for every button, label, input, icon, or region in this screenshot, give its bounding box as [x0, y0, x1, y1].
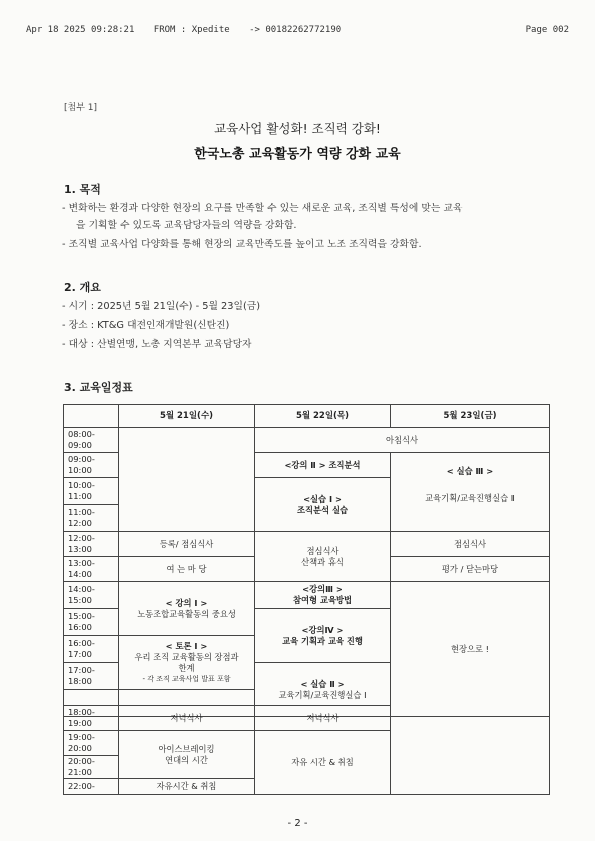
wed-lecture1-title: < 강의 I >	[165, 597, 208, 608]
thu-lecture3-detail: 참여형 교육방법	[293, 595, 352, 605]
schedule-table-evening	[63, 705, 550, 795]
time-cell: 18:00-19:00	[64, 706, 119, 731]
time-cell: 15:00-16:00	[64, 609, 119, 636]
fri-closing-cell: 평가 / 닫는마당	[391, 557, 550, 582]
document-subtitle: 한국노총 교육활동가 역량 강화 교육	[194, 147, 401, 162]
section-schedule-heading: 3. 교육일정표	[64, 381, 133, 394]
time-cell: 12:00-13:00	[64, 532, 119, 557]
wed-debate-line1: 우리 조직 교육활동의 장점과	[134, 651, 239, 662]
thu-walk-text: 산책과 휴식	[301, 556, 344, 567]
attachment-label: [첨부 1]	[64, 103, 97, 113]
table-row	[64, 532, 550, 557]
thu-lecture2-cell: <강의 Ⅱ > 조직분석	[255, 453, 391, 478]
thu-practice2-title: < 실습 Ⅱ >	[300, 678, 345, 689]
thu-lecture4-cell	[255, 609, 391, 663]
thu-practice1-title: <실습 I >	[303, 493, 342, 504]
time-cell: 22:00-	[64, 779, 119, 795]
thu-lecture4-detail: 교육 기획과 교육 진행	[282, 635, 363, 646]
purpose-item-2: - 조직별 교육사업 다양화를 통해 현장의 교육만족도를 높이고 노조 조직력을 강화함.	[62, 239, 422, 250]
fri-practice3-cell	[391, 453, 550, 532]
wed-lecture1-detail: 노동조합교육활동의 중요성	[137, 608, 236, 619]
wed-icebreak-line2: 연대의 시간	[165, 754, 208, 765]
wed-opening-cell: 여 는 마 당	[119, 557, 255, 582]
table-header-row	[64, 405, 550, 428]
table-row	[64, 428, 550, 453]
time-cell: 10:00-11:00	[64, 478, 119, 505]
fax-datetime: Apr 18 2025 09:28:21	[26, 25, 135, 35]
fax-page: Page 002	[525, 25, 569, 35]
fri-practice3-detail: 교육기획/교육진행실습 Ⅱ	[425, 493, 515, 503]
breakfast-cell: 아침식사	[255, 428, 550, 453]
thu-practice2-detail: 교육기획/교육진행실습 I	[278, 689, 367, 700]
wed-debate-note: - 각 조직 교육사업 발표 포함	[142, 674, 231, 683]
section-purpose-heading: 1. 목적	[64, 183, 101, 196]
time-cell: 08:00-09:00	[64, 428, 119, 453]
wed-dinner-cell: 저녁식사	[119, 706, 255, 731]
fax-from: FROM : Xpedite	[153, 25, 230, 35]
thu-free-cell: 자유 시간 & 취침	[255, 731, 391, 795]
thu-lunch-text: 점심식사	[306, 545, 339, 556]
purpose-item-1-cont: 을 기획할 수 있도록 교육담당자들의 역량을 강화함.	[76, 220, 297, 231]
wed-free-cell: 자유시간 & 취침	[119, 779, 255, 795]
thu-lecture3-cell	[255, 582, 391, 609]
fri-return-cell: 현장으로 !	[391, 582, 550, 717]
overview-target: - 대상 : 산별연맹, 노총 지역본부 교육담당자	[62, 339, 252, 350]
overview-location: - 장소 : KT&G 대전인재개발원(신탄진)	[62, 320, 230, 331]
wed-debate-cell	[119, 636, 255, 690]
header-blank	[64, 405, 119, 428]
document-title: 교육사업 활성화! 조직력 강화!	[214, 121, 381, 136]
fax-header	[26, 25, 569, 35]
wed-debate-title: < 토론 I >	[165, 640, 208, 651]
thu-dinner-cell: 저녁식사	[255, 706, 391, 731]
fri-evening-empty	[391, 706, 550, 795]
wed-icebreak-line1: 아이스브레이킹	[158, 743, 215, 754]
wed-register-cell: 등록/ 점심식사	[119, 532, 255, 557]
overview-date: - 시기 : 2025년 5월 21일(수) - 5월 23일(금)	[62, 301, 261, 312]
thu-practice1-detail: 조직분석 실습	[297, 504, 348, 515]
purpose-item-1: - 변화하는 환경과 다양한 현장의 요구를 만족할 수 있는 새로운 교육, 조직별 특성에 맞는 교육	[62, 203, 463, 214]
time-cell: 14:00-15:00	[64, 582, 119, 609]
fax-to: -> 00182262772190	[249, 25, 342, 35]
wed-morning-empty	[119, 428, 255, 532]
time-cell: 11:00-12:00	[64, 505, 119, 532]
wed-icebreak-cell	[119, 731, 255, 779]
thu-lunch-walk-cell	[255, 532, 391, 582]
fri-practice3-title: < 실습 Ⅲ >	[446, 466, 494, 476]
time-cell: 16:00-17:00	[64, 636, 119, 663]
thu-practice1-cell	[255, 478, 391, 532]
section-overview-heading: 2. 개요	[64, 281, 101, 294]
time-cell: 13:00-14:00	[64, 557, 119, 582]
time-cell: 20:00-21:00	[64, 756, 119, 779]
wed-debate-line2: 한계	[178, 662, 195, 673]
table-row	[64, 582, 550, 609]
thu-lecture4-title: <강의Ⅳ >	[301, 624, 344, 635]
header-day-fri: 5월 23일(금)	[391, 405, 550, 428]
header-day-thu: 5월 22일(목)	[255, 405, 391, 428]
time-cell: 09:00-10:00	[64, 453, 119, 478]
schedule-table	[63, 404, 550, 717]
time-cell: 17:00-18:00	[64, 663, 119, 690]
wed-lecture1-cell	[119, 582, 255, 636]
header-day-wed: 5월 21일(수)	[119, 405, 255, 428]
page-number: - 2 -	[287, 818, 308, 829]
table-row	[64, 706, 550, 731]
fri-lunch-cell: 점심식사	[391, 532, 550, 557]
thu-lecture3-title: <강의Ⅲ >	[302, 584, 343, 594]
time-cell: 19:00-20:00	[64, 731, 119, 756]
